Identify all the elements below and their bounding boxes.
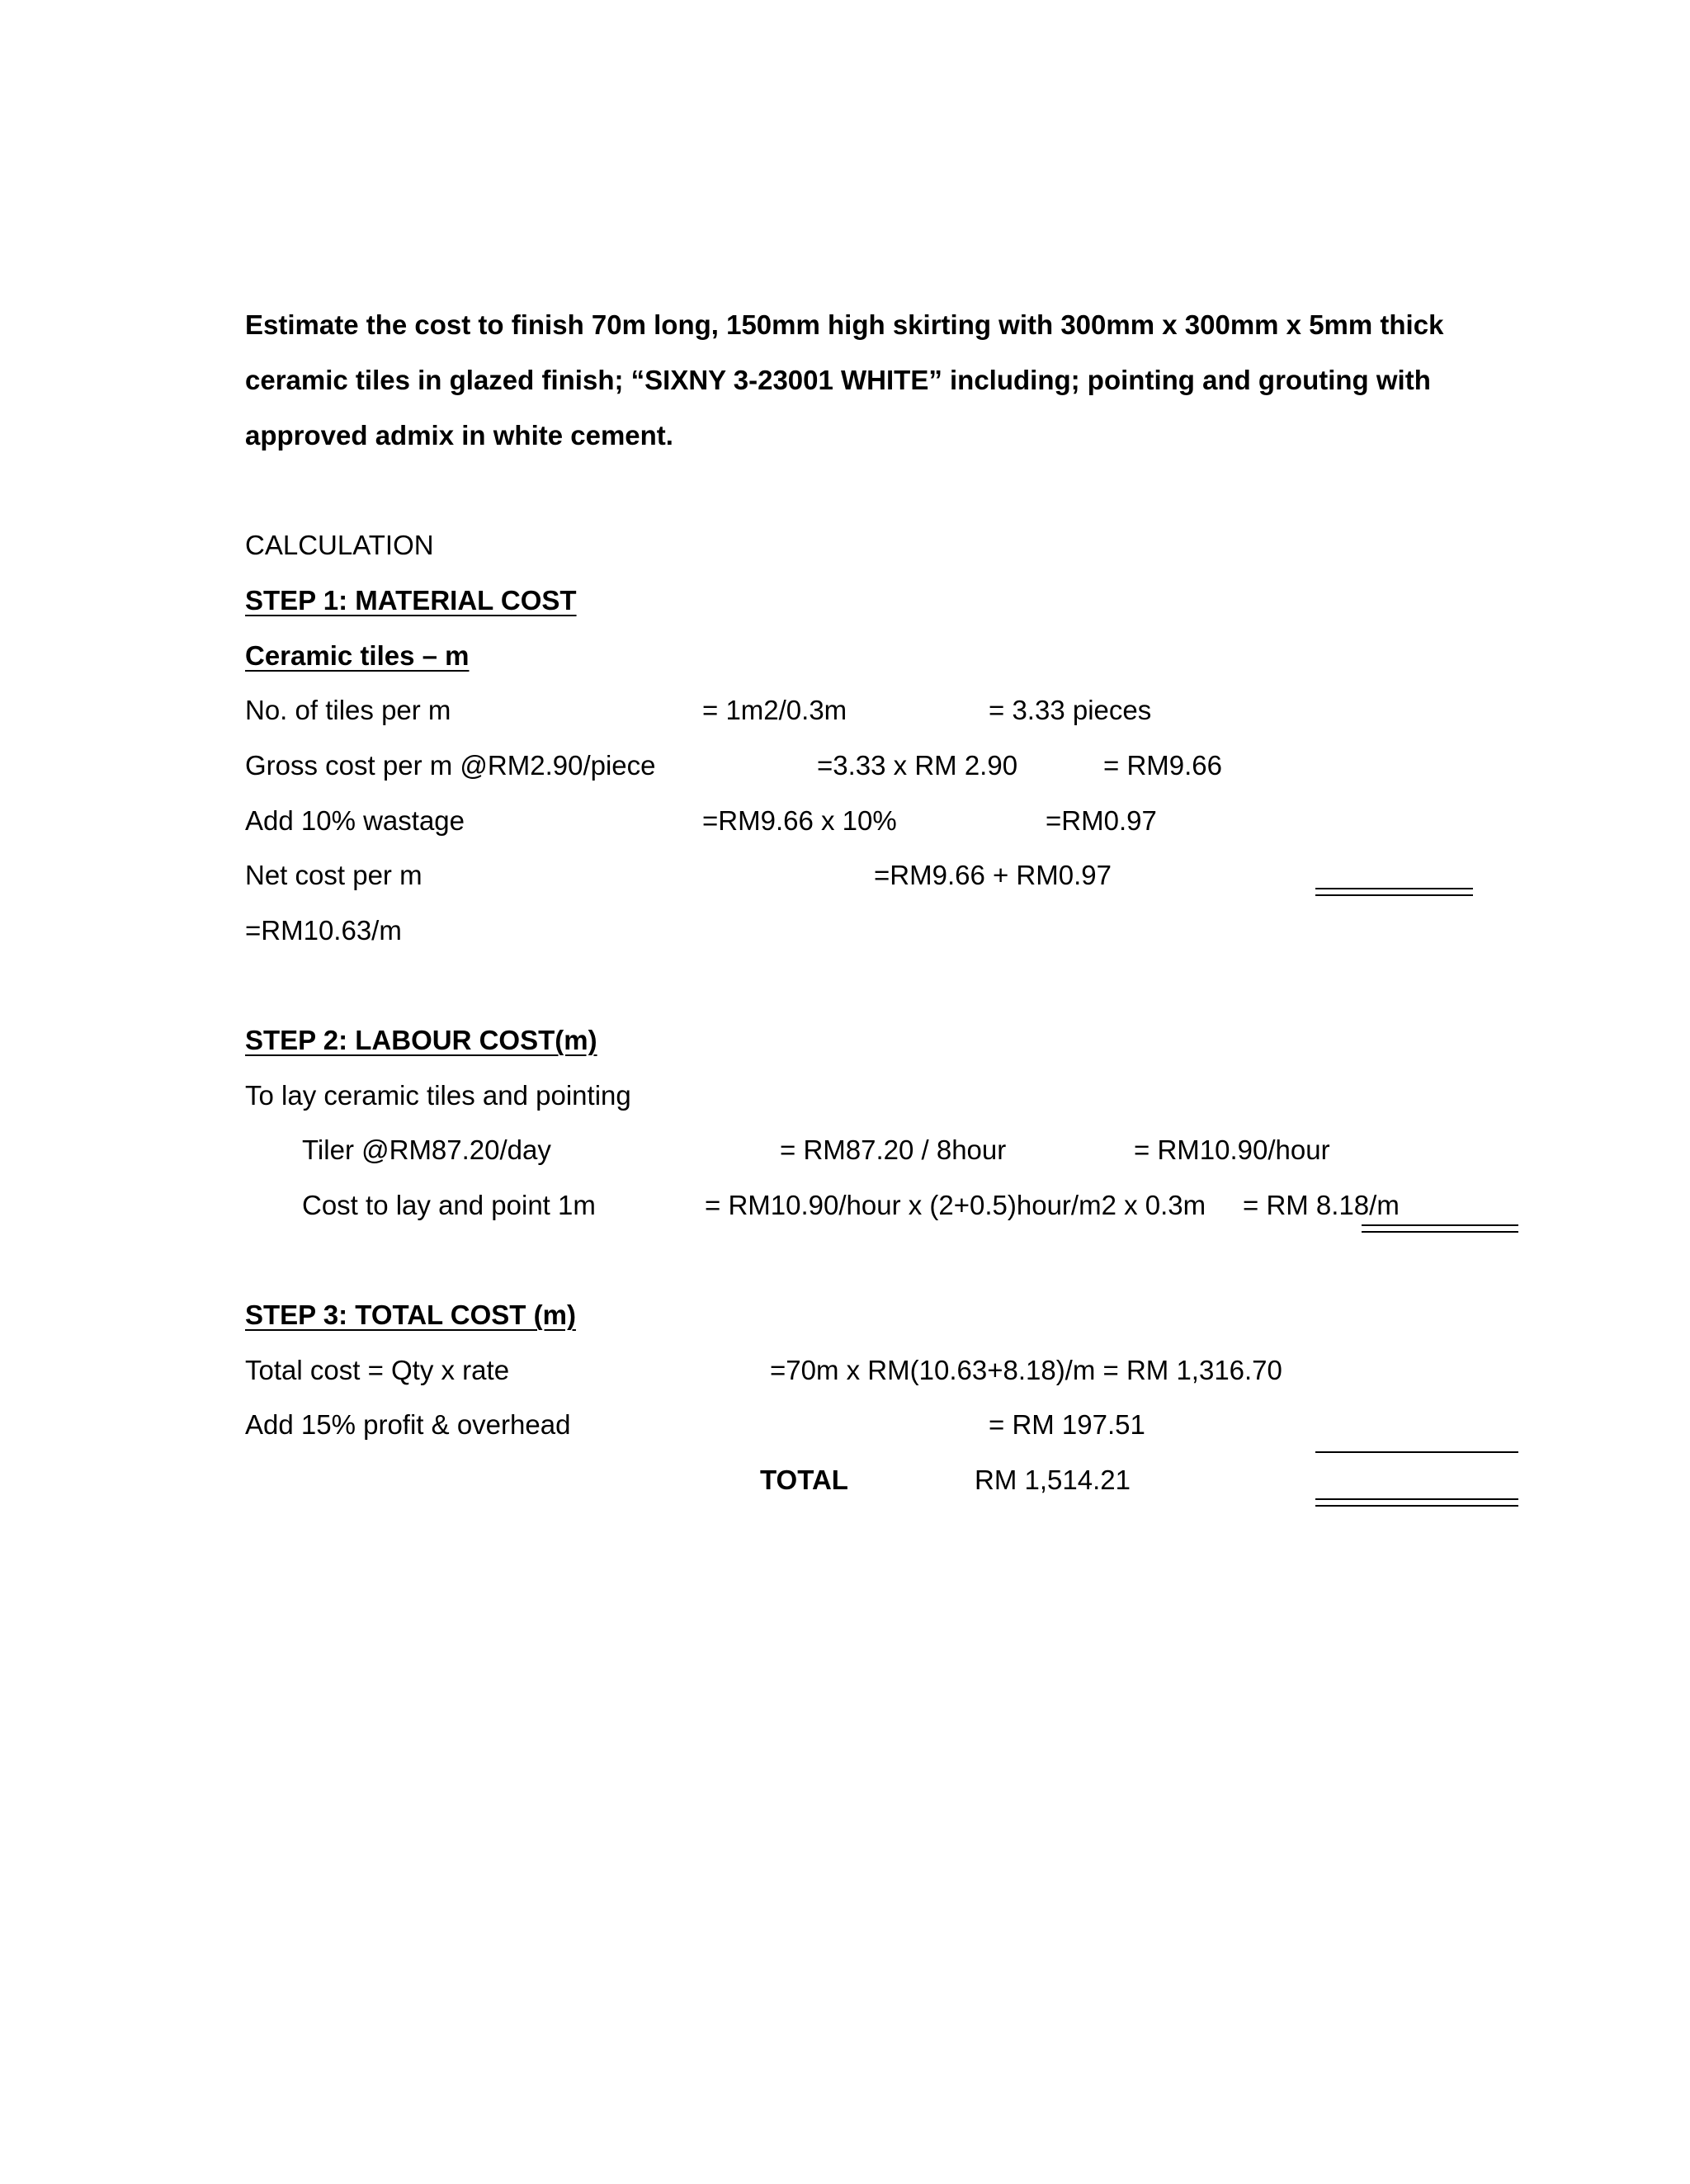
total-label: TOTAL <box>760 1465 848 1495</box>
step1-row-label: Net cost per m <box>245 860 422 890</box>
problem-line-3: approved admix in white cement. <box>245 420 673 450</box>
step1-row-label: Add 10% wastage <box>245 805 465 836</box>
step2-row-label: Cost to lay and point 1m <box>302 1190 596 1220</box>
step1-row-result: =RM0.97 <box>1046 805 1157 836</box>
step1-row-result: = RM9.66 <box>1103 750 1222 781</box>
step3-row-formula: =70m x RM(10.63+8.18)/m = RM 1,316.70 <box>770 1355 1282 1385</box>
step2-heading: STEP 2: LABOUR COST(m) <box>245 1025 597 1055</box>
step1-heading: STEP 1: MATERIAL COST <box>245 585 577 616</box>
step1-row-formula: = 1m2/0.3m <box>702 695 847 725</box>
problem-line-1: Estimate the cost to finish 70m long, 150mm high skirting with 300mm x 300mm x 5mm thick <box>245 309 1444 340</box>
step2-intro: To lay ceramic tiles and pointing <box>245 1080 631 1111</box>
calculation-heading: CALCULATION <box>245 530 434 560</box>
step3-heading: STEP 3: TOTAL COST (m) <box>245 1300 576 1330</box>
step1-row-result: = 3.33 pieces <box>989 695 1152 725</box>
step1-subheading: Ceramic tiles – m <box>245 640 470 671</box>
step1-row-formula: =RM9.66 + RM0.97 <box>874 860 1112 890</box>
double-underline <box>1315 1498 1518 1507</box>
total-value: RM 1,514.21 <box>975 1465 1131 1495</box>
step2-row-label: Tiler @RM87.20/day <box>302 1134 551 1165</box>
double-underline <box>1362 1224 1518 1233</box>
double-underline <box>1315 888 1473 896</box>
step2-row-result: = RM 8.18/m <box>1243 1190 1400 1220</box>
problem-line-2: ceramic tiles in glazed finish; “SIXNY 3-23001 WHITE” including; pointing and grouting with <box>245 365 1431 395</box>
step3-row-formula: = RM 197.51 <box>989 1409 1145 1440</box>
step2-row-formula: = RM87.20 / 8hour <box>780 1134 1007 1165</box>
step1-net-result: =RM10.63/m <box>245 915 402 946</box>
step2-row-formula: = RM10.90/hour x (2+0.5)hour/m2 x 0.3m <box>705 1190 1206 1220</box>
step1-row-label: Gross cost per m @RM2.90/piece <box>245 750 656 781</box>
step2-row-result: = RM10.90/hour <box>1134 1134 1330 1165</box>
step1-row-label: No. of tiles per m <box>245 695 451 725</box>
step3-row-label: Add 15% profit & overhead <box>245 1409 571 1440</box>
step1-row-formula: =RM9.66 x 10% <box>702 805 897 836</box>
single-underline <box>1315 1451 1518 1453</box>
step3-row-label: Total cost = Qty x rate <box>245 1355 510 1385</box>
step1-row-formula: =3.33 x RM 2.90 <box>817 750 1018 781</box>
